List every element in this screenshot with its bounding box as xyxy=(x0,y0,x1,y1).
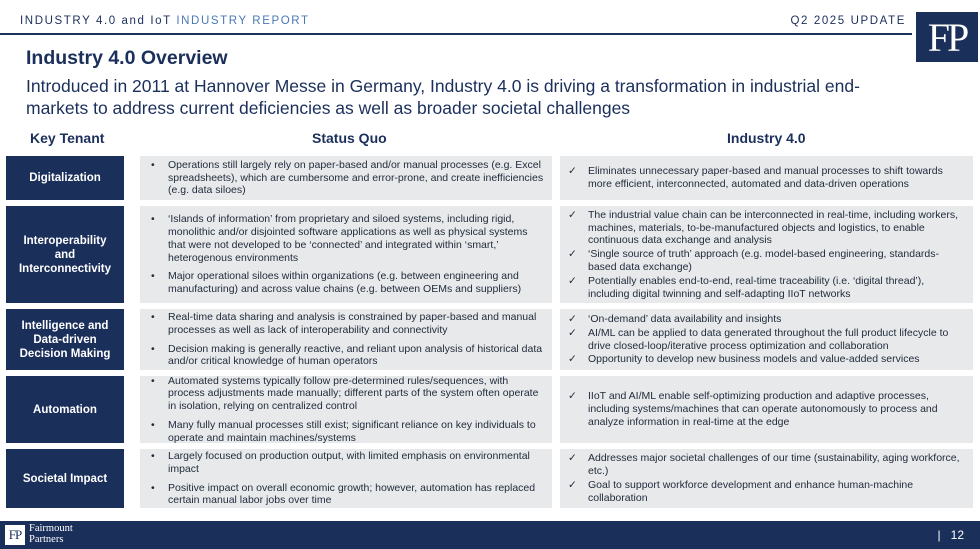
status-item: • Many fully manual processes still exist; significant reliance on key individuals to operate and maintain machines/systems xyxy=(148,419,544,445)
column-header-industry-4: Industry 4.0 xyxy=(727,130,806,146)
page-number: | 12 xyxy=(937,528,964,542)
page-subtitle: Introduced in 2011 at Hannover Messe in Germany, Industry 4.0 is driving a transformation in industrial end-markets to address current deficiencies as well as broader societal challenges xyxy=(26,76,860,118)
tenant-label: Societal Impact xyxy=(6,449,124,508)
check-icon: ✓ xyxy=(568,274,577,287)
check-icon: ✓ xyxy=(568,165,577,178)
industry-4-item: ✓ AI/ML can be applied to data generated throughout the full product lifecycle to drive closed-loop/iterative process optimization and collaboration xyxy=(568,326,949,352)
report-edition: Q2 2025 UPDATE xyxy=(790,15,906,27)
status-quo-cell xyxy=(140,206,552,303)
bullet-icon: • xyxy=(151,158,155,171)
check-icon: ✓ xyxy=(568,390,577,403)
status-item: • Operations still largely rely on paper-based and/or manual processes (e.g. Excel spreadsheets), which are cumbersome and error-prone, and create inefficiencies (e.g. data siloes) xyxy=(148,159,544,197)
report-series-accent: INDUSTRY REPORT xyxy=(176,15,310,27)
industry-4-item: ✓ ‘On-demand’ data availability and insights xyxy=(568,312,782,325)
status-item: • Decision making is generally reactive, and reliant upon analysis of historical data and/or critical knowledge of human operators xyxy=(148,343,544,369)
bullet-icon: • xyxy=(151,418,155,431)
bullet-icon: • xyxy=(151,481,155,494)
check-icon: ✓ xyxy=(568,326,577,339)
bullet-icon: • xyxy=(151,270,155,283)
report-series-title xyxy=(20,15,310,27)
status-quo-cell xyxy=(140,309,552,370)
check-icon: ✓ xyxy=(568,353,577,366)
status-item: • Automated systems typically follow pre-determined rules/sequences, with process adjustments made manually; different parts of the system often operate in isolation, relying on centralized control xyxy=(148,375,544,413)
industry-4-item: ✓ Addresses major societal challenges of our time (sustainability, aging workforce, etc.) xyxy=(568,452,960,478)
status-quo-cell xyxy=(140,449,552,508)
footer-logo: FP xyxy=(5,525,25,545)
bullet-icon: • xyxy=(151,342,155,355)
tenant-label: Interoperability and Interconnectivity xyxy=(6,206,124,303)
industry-4-item: ✓ IIoT and AI/ML enable self-optimizing production and adaptive processes, including systems/machines that can operate autonomously to process and analyze information in real-time at the edge xyxy=(568,390,938,428)
bullet-icon: • xyxy=(151,310,155,323)
bullet-icon: • xyxy=(151,374,155,387)
bullet-icon: • xyxy=(151,213,155,226)
header-rule xyxy=(0,33,912,35)
industry-4-item: ✓ The industrial value chain can be interconnected in real-time, including workers, machines, materials, to-be-manufactured objects and logistics, to enable continuous data exchange and analysis xyxy=(568,208,959,247)
industry-4-item: ✓ ‘Single source of truth’ approach (e.g. model-based engineering, standards-based data exchange) xyxy=(568,248,939,273)
status-item: • ‘Islands of information’ from proprietary and siloed systems, including rigid, monolithic and/or disjointed software applications as well as physical systems that were not developed to be ‘connected’ and integrated within ‘smart,’ heterogenous environments xyxy=(148,213,544,264)
check-icon: ✓ xyxy=(568,248,577,261)
tenant-label: Digitalization xyxy=(6,156,124,200)
footer-company-name: Fairmount Partners xyxy=(29,523,73,545)
industry-4-item: ✓ Opportunity to develop new business models and value-added services xyxy=(568,353,920,366)
column-header-status-quo: Status Quo xyxy=(312,130,387,146)
industry-4-cell xyxy=(560,206,973,303)
status-item: • Positive impact on overall economic growth; however, automation has replaced certain manual labor jobs over time xyxy=(148,482,544,508)
top-bar xyxy=(0,0,980,36)
check-icon: ✓ xyxy=(568,208,577,221)
industry-4-item: ✓ Goal to support workforce development and enhance human-machine collaboration xyxy=(568,479,914,504)
check-icon: ✓ xyxy=(568,312,577,325)
status-quo-cell xyxy=(140,376,552,443)
status-quo-cell xyxy=(140,156,552,200)
footer-bar xyxy=(0,521,980,549)
status-item: • Real-time data sharing and analysis is constrained by paper-based and manual processes as well as lack of interoperability and connectivity xyxy=(148,311,544,337)
tenant-label: Automation xyxy=(6,376,124,443)
industry-4-item: ✓ Potentially enables end-to-end, real-time traceability (i.e. ‘digital thread’), including digital twinning and self-adapting IIoT networks xyxy=(568,274,925,300)
industry-4-cell xyxy=(560,309,973,370)
check-icon: ✓ xyxy=(568,452,577,465)
industry-4-cell xyxy=(560,449,973,508)
industry-4-item: ✓ Eliminates unnecessary paper-based and manual processes to shift towards more efficient, interconnected, automated and data-driven operations xyxy=(568,165,943,190)
tenant-label: Intelligence and Data-driven Decision Making xyxy=(6,309,124,370)
column-header-key-tenant: Key Tenant xyxy=(30,130,105,146)
status-item: • Major operational siloes within organizations (e.g. between engineering and manufacturing) and across value chains (e.g. between OEMs and suppliers) xyxy=(148,270,544,296)
fp-logo: FP xyxy=(916,12,978,62)
industry-4-cell xyxy=(560,376,973,443)
check-icon: ✓ xyxy=(568,479,577,491)
bullet-icon: • xyxy=(151,449,155,462)
status-item: • Largely focused on production output, with limited emphasis on environmental impact xyxy=(148,450,544,476)
report-series-main: INDUSTRY 4.0 and IoT xyxy=(20,15,172,27)
industry-4-cell xyxy=(560,156,973,200)
page-title: Industry 4.0 Overview xyxy=(26,47,228,69)
